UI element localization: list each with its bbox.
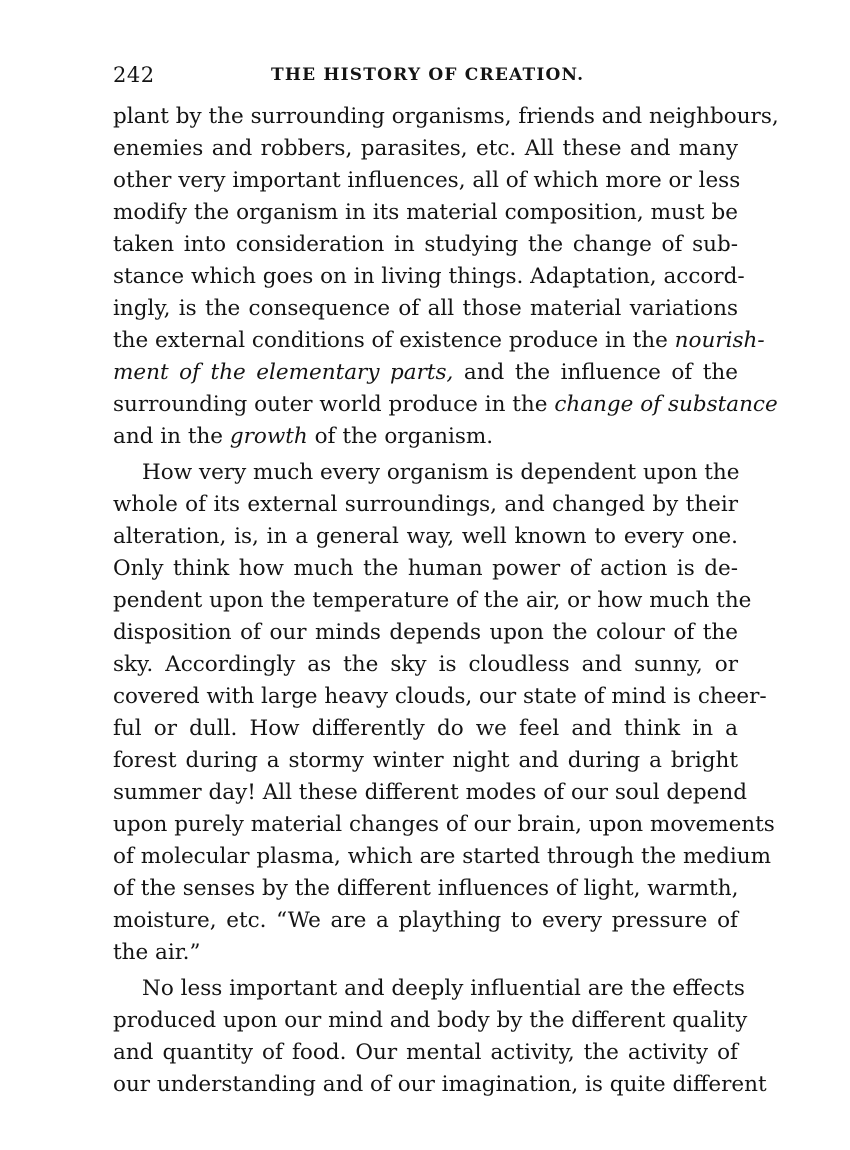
text-segment: stance which goes on in living things. Adaptation, accord- (113, 264, 745, 289)
text-segment: other very important influences, all of which more or less (113, 168, 741, 193)
text-segment: ingly, is the consequence of all those material variations (113, 296, 738, 321)
text-line (113, 809, 775, 841)
body-text (113, 101, 779, 1101)
text-segment: covered with large heavy clouds, our state of mind is cheer- (113, 684, 767, 709)
text-line (113, 457, 738, 489)
italic-text: growth (229, 424, 308, 449)
text-segment: alteration, is, in a general way, well known to every one. (113, 524, 738, 549)
text-line (113, 101, 779, 133)
paragraph (113, 973, 767, 1101)
text-line (113, 905, 738, 937)
text-line (113, 1037, 738, 1069)
text-segment: How very much every organism is dependent upon the (142, 460, 740, 485)
text-segment: plant by the surrounding organisms, friends and neighbours, (113, 104, 779, 129)
text-line (113, 261, 745, 293)
text-segment: surrounding outer world produce in the (113, 392, 555, 417)
text-segment: ful or dull. How differently do we feel and think in a (113, 716, 738, 741)
text-line (113, 841, 771, 873)
text-segment: modify the organism in its material composition, must be (113, 200, 738, 225)
text-line (113, 197, 738, 229)
text-line (113, 1069, 767, 1101)
text-line (113, 357, 738, 389)
text-line (113, 649, 738, 681)
text-segment: Only think how much the human power of action is de- (113, 556, 738, 581)
text-line (113, 1005, 748, 1037)
italic-text: ment of the elementary parts, (113, 360, 454, 385)
italic-text: nourish- (674, 328, 765, 353)
paragraph (113, 101, 779, 453)
page-number: 242 (113, 63, 155, 87)
text-segment: and quantity of food. Our mental activity, the activity of (113, 1040, 738, 1065)
text-line (113, 937, 738, 969)
text-line (113, 777, 748, 809)
text-segment: taken into consideration in studying the change of sub- (113, 232, 738, 257)
text-line (113, 745, 738, 777)
text-line (113, 617, 738, 649)
text-segment: the external conditions of existence produce in the (113, 328, 675, 353)
text-line (113, 389, 778, 421)
running-head (113, 60, 738, 90)
text-line (113, 553, 738, 585)
text-segment: upon purely material changes of our brain, upon movements (113, 812, 775, 837)
text-line (113, 421, 738, 453)
text-segment: summer day! All these different modes of our soul depend (113, 780, 748, 805)
text-segment: the air.” (113, 940, 201, 965)
text-segment: of the senses by the different influences of light, warmth, (113, 876, 739, 901)
text-segment: whole of its external surroundings, and changed by their (113, 492, 738, 517)
text-line (113, 293, 738, 325)
text-line (113, 325, 765, 357)
text-segment: our understanding and of our imagination, is quite different (113, 1072, 767, 1097)
text-line (113, 229, 738, 261)
text-line (113, 973, 745, 1005)
text-line (113, 873, 738, 905)
text-segment: of the organism. (307, 424, 494, 449)
text-line (113, 713, 738, 745)
text-line (113, 133, 738, 165)
text-segment: moisture, etc. “We are a plaything to every pressure of (113, 908, 738, 933)
text-segment: and the influence of the (453, 360, 738, 385)
running-title: THE HISTORY OF CREATION. (271, 65, 585, 85)
text-segment: No less important and deeply influential are the effects (142, 976, 745, 1001)
text-segment: enemies and robbers, parasites, etc. All these and many (113, 136, 738, 161)
text-segment: forest during a stormy winter night and during a bright (113, 748, 738, 773)
text-segment: and in the (113, 424, 230, 449)
text-segment: sky. Accordingly as the sky is cloudless and sunny, or (113, 652, 738, 677)
text-line (113, 521, 738, 553)
italic-text: change of substance (554, 392, 778, 417)
text-line (113, 489, 738, 521)
text-segment: pendent upon the temperature of the air, or how much the (113, 588, 752, 613)
text-segment: produced upon our mind and body by the different quality (113, 1008, 748, 1033)
text-line (113, 585, 752, 617)
text-line (113, 165, 741, 197)
text-segment: disposition of our minds depends upon the colour of the (113, 620, 738, 645)
text-line (113, 681, 767, 713)
paragraph (113, 457, 775, 969)
text-segment: of molecular plasma, which are started through the medium (113, 844, 771, 869)
